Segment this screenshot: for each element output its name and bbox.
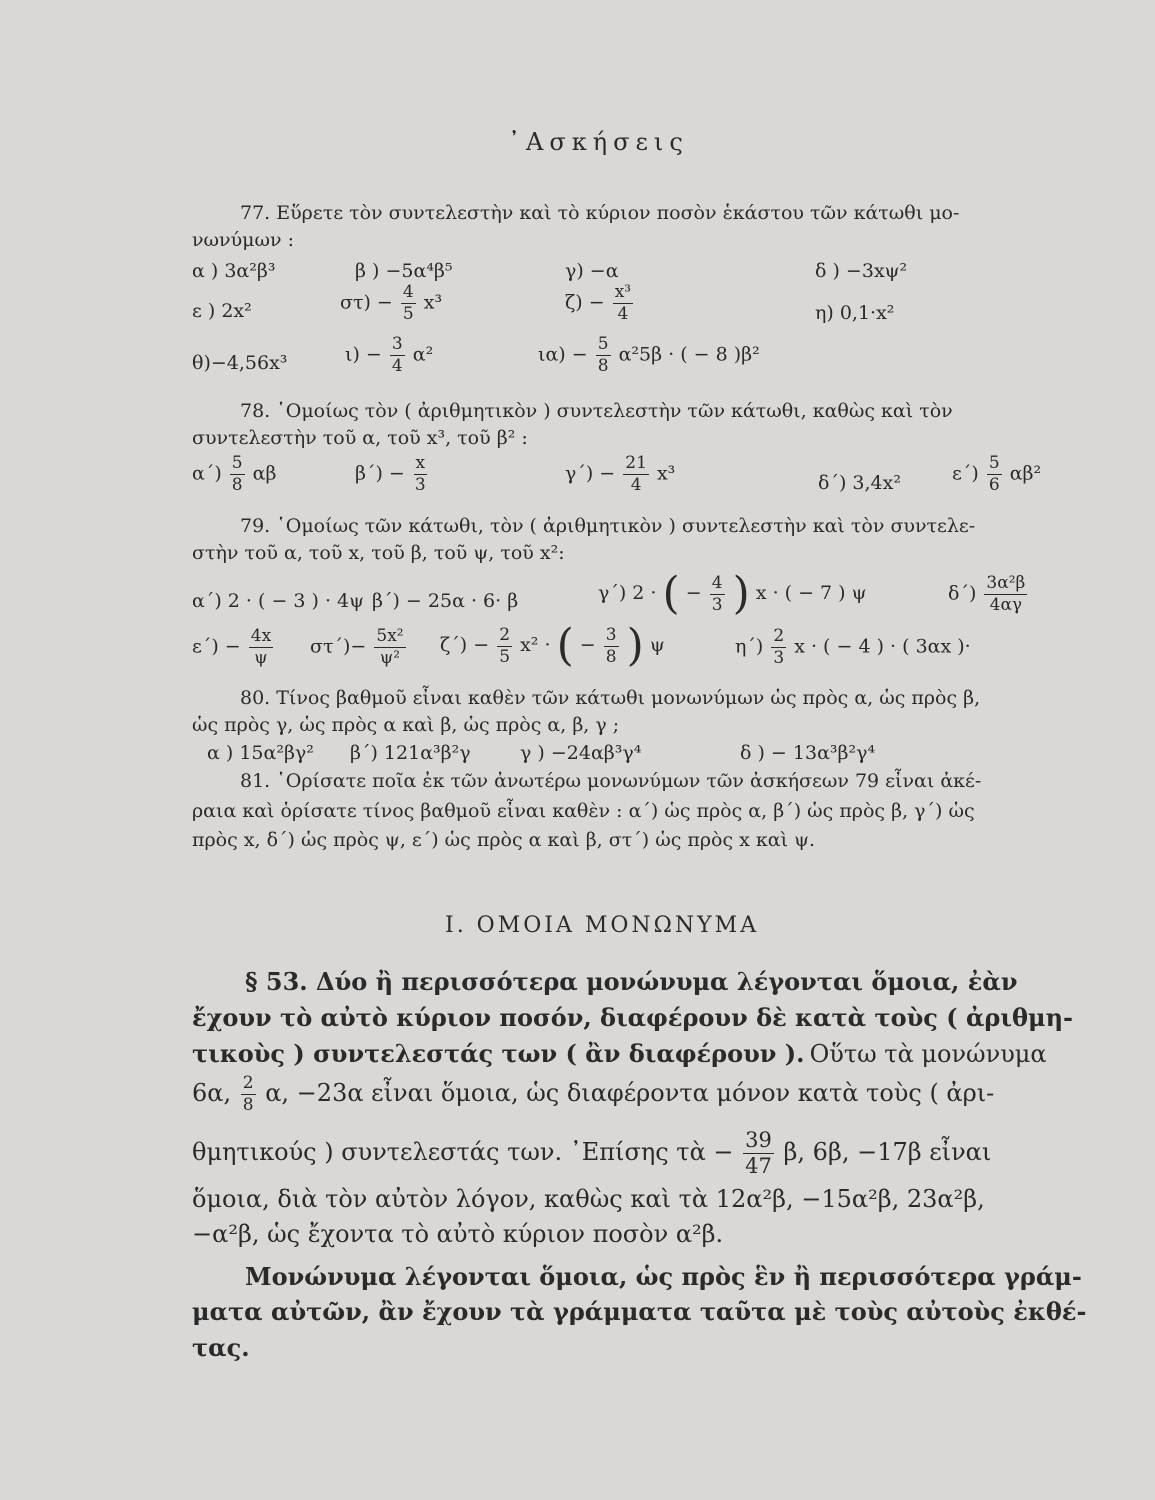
para2-line2: ματα αὐτῶν, ἂν ἔχουν τὰ γράμματα ταῦτα μὲ τοὺς αὐτοὺς ἐκθέ- <box>192 1297 1087 1326</box>
ex77-z-fraction <box>613 284 633 323</box>
ex79-line2: στὴν τοῦ α, τοῦ x, τοῦ β, τοῦ ψ, τοῦ x²: <box>192 542 565 564</box>
para53-line4-fraction <box>241 1075 256 1114</box>
ex79-d-fraction <box>984 575 1027 614</box>
ex79-z-pre: ζ΄) − <box>440 634 490 656</box>
ex78-g-pre: γ΄) − <box>565 462 616 485</box>
denominator: 8 <box>605 646 617 667</box>
ex77-ia-post: α²5β · ( − 8 )β² <box>618 343 760 366</box>
para53-line7: −α²β, ὡς ἔχοντα τὸ αὐτὸ κύριον ποσὸν α²β. <box>192 1220 724 1248</box>
numerator: 5 <box>231 453 243 473</box>
ex79-z-left-paren: ( <box>556 620 574 671</box>
para53-line4-a: 6α, <box>192 1079 232 1107</box>
ex79-g-fraction <box>710 572 725 615</box>
numerator: 39 <box>745 1128 772 1152</box>
ex79-st <box>310 628 408 667</box>
ex79-g-right-paren: ) <box>732 568 750 619</box>
ex79-g-pre: γ΄) 2 · <box>598 582 657 604</box>
para53-line5-a: θμητικούς ) συντελεστάς των. ᾿Επίσης τὰ − <box>192 1138 734 1166</box>
denominator: 3 <box>414 475 426 495</box>
para53-line4 <box>192 1075 994 1114</box>
ex79-z-right-paren: ) <box>626 620 644 671</box>
ex78-d: δ΄) 3,4x² <box>818 472 901 494</box>
denominator: 8 <box>242 1095 254 1115</box>
denominator: 5 <box>499 646 511 667</box>
ex79-e-fraction <box>249 628 273 667</box>
denominator: 6 <box>988 475 1000 495</box>
ex79-z-post: ψ <box>649 634 665 656</box>
ex78-line1: 78. ῾Ομοίως τὸν ( ἀριθμητικὸν ) συντελεστὴν τῶν κάτωθι, καθὼς καὶ τὸν <box>240 400 953 422</box>
ex77-i-post: α² <box>412 343 434 366</box>
ex79-h-post: x · ( − 4 ) · ( 3αx )· <box>794 635 971 658</box>
ex77-ia-fraction <box>596 336 611 375</box>
ex77-a: α ) 3α²β³ <box>192 260 276 282</box>
para53-line5-b: β, 6β, −17β εἶναι <box>783 1138 992 1166</box>
para53-line3 <box>192 1039 1047 1068</box>
ex77-d: δ ) −3xψ² <box>815 260 908 282</box>
ex80-g: γ ) −24αβ³γ⁴ <box>520 742 642 764</box>
ex78-a-pre: α΄) <box>192 462 222 485</box>
para2-line1: Μονώνυμα λέγονται ὅμοια, ὡς πρὸς ἓν ἢ περισσότερα γράμ- <box>245 1262 1082 1291</box>
ex77-i-pre: ι) − <box>345 343 382 366</box>
ex79-g-minus: − <box>685 582 702 604</box>
ex79-h-pre: η΄) <box>735 635 764 658</box>
para53-line1: § 53. Δύο ἢ περισσότερα μονώνυμα λέγονται ὅμοια, ἐὰν <box>245 967 1018 996</box>
ex79-z <box>440 620 665 671</box>
denominator: ψ² <box>379 648 401 668</box>
ex77-e: ε ) 2x² <box>192 300 252 322</box>
ex80-b: β΄) 121α³β²γ <box>350 742 471 764</box>
denominator: 3 <box>711 594 723 615</box>
para53-line3-bold: τικοὺς ) συντελεστάς των ( ἂν διαφέρουν ). <box>192 1039 805 1068</box>
numerator: 3 <box>605 624 617 645</box>
para53-line5-fraction <box>743 1130 774 1177</box>
ex77-h: η) 0,1·x² <box>815 302 895 324</box>
ex79-b: β΄) − 25α · 6· β <box>372 590 519 612</box>
ex79-z-minus: − <box>579 634 596 656</box>
para53-line3-regular: Οὕτω τὰ μονώνυμα <box>809 1040 1047 1068</box>
ex79-z-fraction-2 <box>604 624 619 667</box>
numerator: 4 <box>711 572 723 593</box>
denominator: ψ <box>254 648 268 668</box>
denominator: 4 <box>617 304 629 324</box>
ex78-a-post: αβ <box>252 462 277 485</box>
ex79-h <box>735 628 971 667</box>
numerator: x <box>415 453 426 473</box>
ex77-i <box>345 336 433 375</box>
numerator: 5 <box>988 453 1000 473</box>
ex81-line2: ραια καὶ ὁρίσατε τίνος βαθμοῦ εἶναι καθὲν : α΄) ὡς πρὸς α, β΄) ὡς πρὸς β, γ΄) ὡς <box>192 800 975 822</box>
denominator: 4 <box>391 356 403 376</box>
ex79-d-pre: δ΄) <box>948 582 977 605</box>
ex79-a: α΄) 2 · ( − 3 ) · 4ψ <box>192 590 365 612</box>
ex77-st <box>340 284 442 323</box>
ex78-e-fraction <box>987 455 1002 494</box>
denominator: 5 <box>402 304 414 324</box>
ex79-z-mid: x² · <box>520 634 551 656</box>
numerator: 4 <box>402 282 414 302</box>
ex79-e-pre: ε΄) − <box>192 635 241 658</box>
numerator: 3α²β <box>986 573 1026 593</box>
ex81-line1: 81. ῾Ορίσατε ποῖα ἐκ τῶν ἀνωτέρω μονωνύμων τῶν ἀσκήσεων 79 εἶναι ἀκέ- <box>240 770 982 792</box>
denominator: 8 <box>597 356 609 376</box>
para53-line5 <box>192 1130 991 1177</box>
denominator: 47 <box>745 1154 772 1178</box>
ex80-line2: ὡς πρὸς γ, ὡς πρὸς α καὶ β, ὡς πρὸς α, β, γ ; <box>192 714 620 736</box>
ex78-b-pre: β΄) − <box>355 462 405 485</box>
numerator: 2 <box>773 626 785 646</box>
ex79-line1: 79. ῾Ομοίως τῶν κάτωθι, τὸν ( ἀριθμητικὸν ) συντελεστὴν καὶ τὸν συντελε- <box>240 515 976 537</box>
para53-line2: ἔχουν τὸ αὐτὸ κύριον ποσόν, διαφέρουν δὲ κατὰ τοὺς ( ἀριθμη- <box>192 1003 1073 1032</box>
numerator: 4x <box>250 626 272 646</box>
ex79-g-post: x · ( − 7 ) ψ <box>755 582 867 604</box>
ex80-a: α ) 15α²βγ² <box>207 742 314 764</box>
ex78-line2: συντελεστὴν τοῦ α, τοῦ x³, τοῦ β² : <box>192 427 528 449</box>
ex78-e-pre: ε΄) <box>952 462 979 485</box>
ex78-a <box>192 455 277 494</box>
ex77-st-post: x³ <box>423 291 443 314</box>
ex78-a-fraction <box>230 455 245 494</box>
ex77-st-pre: στ) − <box>340 291 393 314</box>
ex78-e-post: αβ² <box>1009 462 1042 485</box>
ex77-line2: νωνύμων : <box>192 229 294 251</box>
ex81-line3: πρὸς x, δ΄) ὡς πρὸς ψ, ε΄) ὡς πρὸς α καὶ β, στ΄) ὡς πρὸς x καὶ ψ. <box>192 829 816 851</box>
numerator: 21 <box>625 453 647 473</box>
numerator: 2 <box>242 1073 254 1093</box>
ex79-z-fraction <box>497 624 512 667</box>
ex77-st-fraction <box>401 284 416 323</box>
numerator: 2 <box>499 624 511 645</box>
ex80-line1: 80. Τίνος βαθμοῦ εἶναι καθὲν τῶν κάτωθι μονωνύμων ὡς πρὸς α, ὡς πρὸς β, <box>240 687 981 709</box>
numerator: x³ <box>614 282 632 302</box>
ex79-d <box>948 575 1029 614</box>
ex77-g: γ) −α <box>565 260 619 282</box>
ex79-st-fraction <box>374 628 405 667</box>
ex77-line1: 77. Εὕρετε τὸν συντελεστὴν καὶ τὸ κύριον ποσὸν ἑκάστου τῶν κάτωθι μο- <box>240 202 960 224</box>
ex79-g <box>598 568 867 619</box>
denominator: 4αγ <box>989 595 1023 615</box>
denominator: 4 <box>630 475 642 495</box>
ex78-g-fraction <box>623 455 649 494</box>
ex79-h-fraction <box>771 628 786 667</box>
ex79-e <box>192 628 275 667</box>
ex77-i-fraction <box>390 336 405 375</box>
ex77-b: β ) −5α⁴β⁵ <box>355 260 453 282</box>
ex79-st-pre: στ΄)− <box>310 635 367 658</box>
ex78-b-fraction <box>413 455 428 494</box>
para2-line3: τας. <box>192 1333 250 1362</box>
ex77-z <box>565 284 635 323</box>
page-title: ᾿Ασκήσεις <box>508 128 689 156</box>
ex78-e <box>952 455 1041 494</box>
denominator: 3 <box>773 648 785 668</box>
ex77-z-pre: ζ) − <box>565 291 605 314</box>
para53-line6: ὅμοια, διὰ τὸν αὐτὸν λόγον, καθὼς καὶ τὰ 12α²β, −15α²β, 23α²β, <box>192 1185 985 1213</box>
denominator: 8 <box>231 475 243 495</box>
numerator: 5x² <box>376 626 404 646</box>
ex80-d: δ ) − 13α³β²γ⁴ <box>740 742 876 764</box>
ex78-g <box>565 455 675 494</box>
ex79-g-left-paren: ( <box>662 568 680 619</box>
ex78-b <box>355 455 430 494</box>
section-heading: Ι. ΟΜΟΙΑ ΜΟΝΩΝΥΜΑ <box>445 913 760 938</box>
numerator: 3 <box>391 334 403 354</box>
ex78-g-post: x³ <box>656 462 676 485</box>
para53-line4-b: α, −23α εἶναι ὅμοια, ὡς διαφέροντα μόνον κατὰ τοὺς ( ἀρι- <box>265 1079 995 1107</box>
ex77-th: θ)−4,56x³ <box>192 352 288 374</box>
numerator: 5 <box>597 334 609 354</box>
ex77-ia-pre: ια) − <box>538 343 588 366</box>
ex77-ia <box>538 336 760 375</box>
